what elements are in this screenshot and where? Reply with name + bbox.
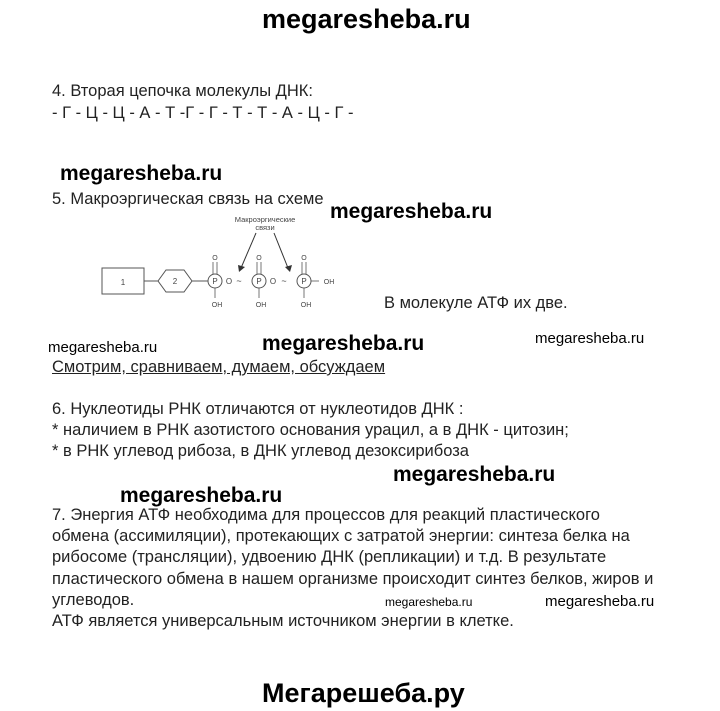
q4-dna-chain: - Г - Ц - Ц - А - Т -Г - Г - Т - Т - А - Ц - Г -: [52, 104, 354, 122]
arrow-line-2: [274, 233, 288, 268]
q7-line-5: углеводов.: [52, 591, 135, 609]
macroergic-bond-2: ~: [281, 276, 287, 286]
watermark-3: megaresheba.ru: [48, 339, 158, 356]
base-box-label: 1: [120, 278, 126, 287]
watermark-top: megaresheba.ru: [262, 4, 471, 34]
watermark-5: megaresheba.ru: [535, 330, 645, 347]
q5-answer: В молекуле АТФ их две.: [384, 294, 568, 312]
oxygen-link-2: O: [269, 277, 277, 286]
q7-line-4: пластического обмена в нашем организме происходит синтез белков, жиров и: [52, 570, 654, 588]
q6-bullet-1: * наличием в РНК азотистого основания урацил, а в ДНК - цитозин;: [52, 421, 569, 439]
watermark-4: megaresheba.ru: [262, 332, 425, 355]
oh-2: OH: [255, 302, 267, 309]
oh-1: OH: [211, 302, 223, 309]
watermark-bottom: Мегарешеба.ру: [262, 678, 465, 708]
q4-title: 4. Вторая цепочка молекулы ДНК:: [52, 82, 313, 100]
q7-line-3: рибосоме (трансляции), удвоению ДНК (репликации) и т.д. В результате: [52, 548, 607, 566]
oh-end: OH: [323, 279, 335, 286]
oh-3: OH: [300, 302, 312, 309]
diagram-label-line2: связи: [255, 223, 275, 232]
oxygen-top-2: O: [256, 255, 262, 262]
phosphate-2-label: P: [256, 277, 262, 286]
diagram-label-line1: Макроэргические: [234, 215, 296, 224]
arrow-line-1: [241, 233, 256, 268]
phosphate-1-label: P: [212, 277, 218, 286]
watermark-7: megaresheba.ru: [120, 484, 283, 507]
q6-bullet-2: * в РНК углевод рибоза, в ДНК углевод дезоксирибоза: [52, 442, 469, 460]
watermark-2: megaresheba.ru: [330, 200, 493, 223]
arrow-head-2: [285, 265, 292, 272]
arrow-head-1: [238, 265, 245, 272]
watermark-1: megaresheba.ru: [60, 162, 223, 185]
watermark-6: megaresheba.ru: [393, 463, 556, 486]
q7-line-2: обмена (ассимиляции), протекающих с затратой энергии: синтеза белка на: [52, 527, 630, 545]
oxygen-top-1: O: [212, 255, 218, 262]
watermark-8: megaresheba.ru: [385, 595, 473, 609]
macroergic-bond-1: ~: [236, 276, 242, 286]
q6-title: 6. Нуклеотиды РНК отличаются от нуклеотидов ДНК :: [52, 400, 464, 418]
oxygen-top-3: O: [301, 255, 307, 262]
section-heading: Смотрим, сравниваем, думаем, обсуждаем: [52, 358, 386, 376]
q7-line-1: 7. Энергия АТФ необходима для процессов для реакций пластического: [52, 506, 600, 524]
oxygen-link-1: O: [225, 277, 233, 286]
phosphate-3-label: P: [301, 277, 307, 286]
q7-line-6: АТФ является универсальным источником энергии в клетке.: [52, 612, 514, 630]
sugar-label: 2: [172, 277, 178, 286]
watermark-9: megaresheba.ru: [545, 593, 655, 610]
atp-diagram: [96, 210, 356, 320]
q5-title: 5. Макроэргическая связь на схеме: [52, 190, 324, 208]
